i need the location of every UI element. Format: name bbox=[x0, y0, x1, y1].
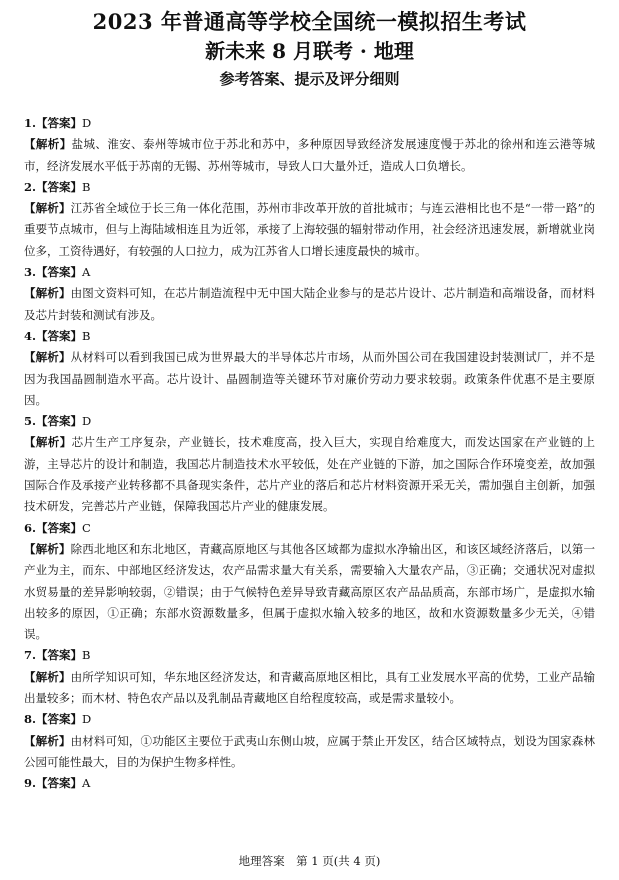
exam-title: 2023 年普通高等学校全国统一模拟招生考试 bbox=[92, 9, 527, 34]
explanation-text: 由材料可知，①功能区主要位于武夷山东侧山坡，应属于禁止开发区，结合区域特点，划设为国家森林公园可能性最大，目的为保护生物多样性。 bbox=[24, 733, 595, 769]
question-block bbox=[24, 709, 595, 773]
explanation-paragraph bbox=[24, 539, 595, 645]
question-block bbox=[24, 411, 595, 517]
explanation-text: 从材料可以看到我国已成为世界最大的半导体芯片市场，从而外国公司在我国建设封装测试厂，并不是因为我国晶圆制造水平高。芯片设计、晶圆制造等关键环节对廉价劳动力要求较弱。政策条件优惠不是主要原因。 bbox=[24, 350, 595, 407]
explanation-tag: 【解析】 bbox=[24, 350, 71, 365]
explanation-text: 盐城、淮安、泰州等城市位于苏北和苏中，多种原因导致经济发展速度慢于苏北的徐州和连云港等城市，经济发展水平低于苏南的无锡、苏州等城市，导致人口大量外迁，造成人口负增长。 bbox=[24, 137, 596, 173]
explanation-text: 江苏省全域位于长三角一体化范围，苏州市非改革开放的首批城市；与连云港相比也不是“一带一路”的重要节点城市，但与上海陆域相连且为近邻，承接了上海较强的辐射带动作用，社会经济迅速发展，新增就业岗位多，工资待遇好，有较强的人口拉力，成为江苏省人口增长速度最快的城市。 bbox=[24, 201, 595, 258]
question-number: 5. bbox=[24, 414, 37, 429]
answer-value: D bbox=[82, 712, 92, 727]
answer-value: D bbox=[82, 414, 92, 429]
answer-value: A bbox=[82, 265, 91, 280]
answer-tag: 【答案】 bbox=[36, 179, 83, 194]
answer-line bbox=[24, 773, 595, 794]
answer-value: B bbox=[82, 328, 91, 343]
answer-tag: 【答案】 bbox=[36, 414, 83, 429]
answer-value: A bbox=[82, 776, 91, 791]
answer-value: C bbox=[82, 520, 91, 535]
answer-tag: 【答案】 bbox=[36, 776, 83, 791]
page-footer: 地理答案 第 1 页(共 4 页) bbox=[238, 854, 381, 868]
explanation-tag: 【解析】 bbox=[24, 733, 71, 748]
answer-tag: 【答案】 bbox=[36, 520, 83, 535]
answer-line bbox=[24, 262, 595, 283]
answer-tag: 【答案】 bbox=[36, 648, 83, 663]
question-block bbox=[24, 177, 595, 262]
answer-tag: 【答案】 bbox=[36, 712, 83, 727]
explanation-tag: 【解析】 bbox=[24, 201, 71, 216]
explanation-tag: 【解析】 bbox=[24, 137, 72, 152]
answer-list bbox=[24, 113, 595, 795]
answer-line bbox=[24, 326, 595, 347]
explanation-paragraph bbox=[24, 198, 595, 262]
exam-subtitle: 新未来 8 月联考 · 地理 bbox=[205, 39, 414, 63]
answer-value: B bbox=[82, 648, 91, 663]
question-number: 8. bbox=[24, 712, 37, 727]
answer-value: D bbox=[82, 116, 92, 130]
question-block bbox=[24, 518, 595, 646]
question-block bbox=[24, 645, 595, 709]
explanation-paragraph bbox=[24, 432, 595, 517]
answer-line bbox=[24, 177, 595, 198]
question-number: 9. bbox=[24, 776, 37, 791]
question-number: 3. bbox=[24, 265, 37, 280]
explanation-tag: 【解析】 bbox=[24, 435, 72, 450]
explanation-tag: 【解析】 bbox=[24, 669, 71, 684]
question-block bbox=[24, 113, 595, 177]
answer-line bbox=[24, 709, 595, 730]
answer-key-heading: 参考答案、提示及评分细则 bbox=[219, 70, 400, 88]
explanation-text: 除西北地区和东北地区，青藏高原地区与其他各区域都为虚拟水净输出区，和该区域经济落后，以第一产业为主，而东、中部地区经济发达，农产品需求量大有关系，需要输入大量农产品，③正确；交通状况对虚拟水贸易量的差异影响较弱，②错误；由于气候特色差异导致青藏高原区农产品品质高，东部市场广，是虚拟水输出较多的原因，①正确；东部水资源数量多，但属于虚拟水输入较多的地区，故和水资源数量多少无关，④错误。 bbox=[24, 541, 595, 642]
question-block bbox=[24, 326, 595, 411]
explanation-text: 芯片生产工序复杂，产业链长，技术难度高，投入巨大，实现自给难度大，而发达国家在产业链的上游，主导芯片的设计和制造，我国芯片制造技术水平较低，处在产业链的下游，加之国际合作环境变差，故加强国际合作及承接产业转移都不具备现实条件，芯片产业的落后和芯片材料资源开采无关，需加强自主创新，加强技术研发，完善芯片产业链，保障我国芯片产业的健康发展。 bbox=[24, 435, 596, 514]
question-number: 1. bbox=[24, 116, 37, 130]
question-number: 7. bbox=[24, 648, 37, 663]
explanation-text: 由所学知识可知，华东地区经济发达，和青藏高原地区相比，具有工业发展水平高的优势，工业产品输出量较多；而木材、特色农产品以及乳制品青藏地区自给程度较高，或是需求量较小。 bbox=[24, 669, 595, 706]
question-block bbox=[24, 262, 595, 326]
explanation-paragraph bbox=[24, 731, 595, 774]
explanation-paragraph bbox=[24, 134, 595, 177]
answer-line bbox=[24, 411, 595, 432]
question-block bbox=[24, 773, 595, 794]
explanation-paragraph bbox=[24, 283, 595, 326]
answer-line bbox=[24, 518, 595, 539]
answer-value: B bbox=[82, 179, 91, 194]
explanation-tag: 【解析】 bbox=[24, 286, 71, 301]
answer-line bbox=[24, 645, 595, 666]
question-number: 6. bbox=[24, 520, 37, 535]
question-number: 4. bbox=[24, 328, 37, 343]
answer-tag: 【答案】 bbox=[36, 116, 83, 130]
explanation-tag: 【解析】 bbox=[24, 541, 71, 556]
answer-tag: 【答案】 bbox=[36, 265, 83, 280]
question-number: 2. bbox=[24, 179, 37, 194]
explanation-text: 由图文资料可知，在芯片制造流程中无中国大陆企业参与的是芯片设计、芯片制造和高端设备，而材料及芯片封装和测试有涉及。 bbox=[24, 286, 595, 322]
explanation-paragraph bbox=[24, 667, 595, 710]
answer-tag: 【答案】 bbox=[36, 328, 83, 343]
answer-line bbox=[24, 113, 595, 134]
explanation-paragraph bbox=[24, 347, 595, 411]
